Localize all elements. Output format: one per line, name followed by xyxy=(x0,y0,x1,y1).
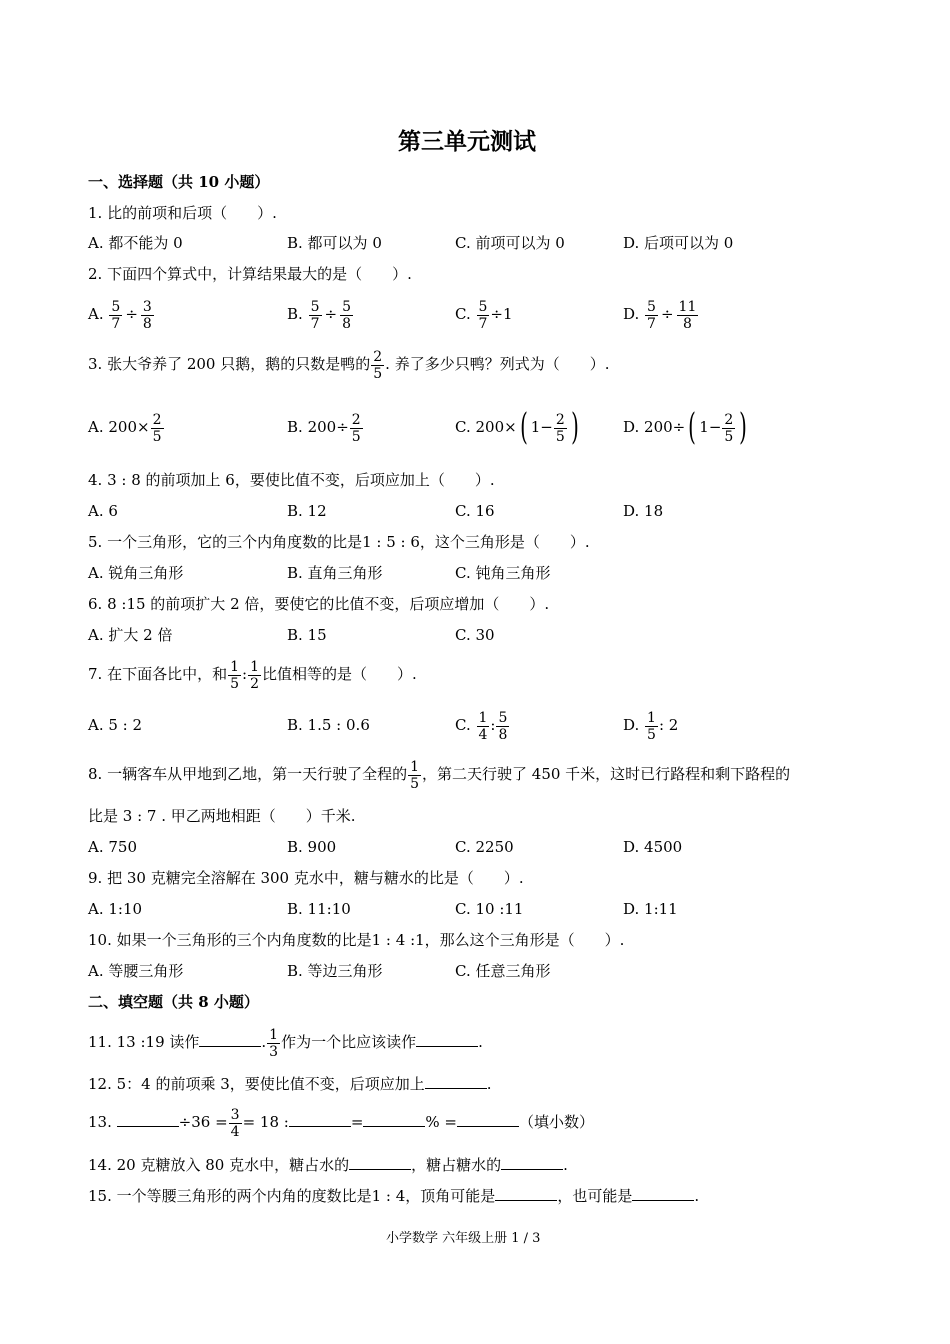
question-2-option-c: C. $\frac{5}{7}$ ÷1 xyxy=(455,298,513,332)
question-8-option-b: B. 900 xyxy=(287,838,337,856)
section-heading-choice: 一、选择题（共 10 小题） xyxy=(88,173,270,191)
fraction: $\frac{3}{4}$ xyxy=(230,1106,240,1140)
fraction: $\frac{5}{7}$ xyxy=(647,298,656,332)
question-14: 14. 20 克糖放入 80 克水中，糖占水的 ，糖占糖水的 . xyxy=(88,1156,568,1174)
question-2-option-b: B. $\frac{5}{7}$ ÷ $\frac{5}{8}$ xyxy=(287,298,351,332)
answer-blank[interactable] xyxy=(199,1032,261,1047)
question-7-stem: 7. 在下面各比中，和 $\frac{1}{5}$ : $\frac{1}{2}$ 比值相等的是（ ）. xyxy=(88,658,417,692)
question-3-stem: 3. 张大爷养了 200 只鹅，鹅的只数是鸭的 $\frac{2}{5}$ . 养了多少只鸭？列式为（ ）. xyxy=(88,348,610,382)
question-1-option-a: A. 都不能为 0 xyxy=(88,234,183,252)
question-4-option-a: A. 6 xyxy=(88,502,118,520)
fraction: $\frac{2}{5}$ xyxy=(152,411,162,445)
fraction: $\frac{5}{8}$ xyxy=(498,709,508,743)
page-footer: 小学数学 六年级上册 1 / 3 xyxy=(386,1231,541,1246)
fraction: $\frac{1}{2}$ xyxy=(250,658,259,692)
answer-blank[interactable] xyxy=(416,1032,478,1047)
question-9-option-b: B. 11:10 xyxy=(287,900,351,918)
question-4-option-d: D. 18 xyxy=(623,502,664,520)
question-4-stem: 4. 3 : 8 的前项加上 6，要使比值不变，后项应加上（ ）. xyxy=(88,471,495,489)
fraction: $\frac{5}{8}$ xyxy=(342,298,351,332)
answer-blank[interactable] xyxy=(501,1155,563,1170)
fraction: $\frac{2}{5}$ xyxy=(724,411,734,445)
fraction: $\frac{1}{5}$ xyxy=(410,758,420,792)
question-7-option-a: A. 5 : 2 xyxy=(88,716,143,734)
question-5-option-a: A. 锐角三角形 xyxy=(88,564,184,582)
question-13: 13. ÷36 = $\frac{3}{4}$ = 18 : = % = （填小数） xyxy=(88,1106,594,1140)
question-3-option-a: A. 200× $\frac{2}{5}$ xyxy=(88,411,162,445)
fraction: $\frac{5}{7}$ xyxy=(310,298,320,332)
question-8-stem-line2: 比是 3 : 7 . 甲乙两地相距（ ）千米. xyxy=(88,807,356,825)
answer-blank[interactable] xyxy=(495,1186,557,1201)
question-1-stem: 1. 比的前项和后项（ ）. xyxy=(88,204,277,222)
fraction: $\frac{2}{5}$ xyxy=(555,411,565,445)
question-10-option-c: C. 任意三角形 xyxy=(455,962,551,980)
question-1-option-d: D. 后项可以为 0 xyxy=(623,234,734,252)
fraction: $\frac{1}{3}$ xyxy=(269,1026,279,1060)
answer-blank[interactable] xyxy=(425,1074,487,1089)
question-9-option-a: A. 1:10 xyxy=(88,900,143,918)
question-6-option-a: A. 扩大 2 倍 xyxy=(88,626,173,644)
fraction: $\frac{1}{5}$ xyxy=(230,658,240,692)
fraction: $\frac{11}{8}$ xyxy=(678,298,697,332)
question-2-stem: 2. 下面四个算式中，计算结果最大的是（ ）. xyxy=(88,265,412,283)
answer-blank[interactable] xyxy=(363,1112,425,1127)
question-5-option-c: C. 钝角三角形 xyxy=(455,564,551,582)
answer-blank[interactable] xyxy=(349,1155,411,1170)
question-8-option-c: C. 2250 xyxy=(455,838,514,856)
question-3-option-d: D. 200÷( 1− $\frac{2}{5}$ ) xyxy=(623,407,748,448)
question-6-option-b: B. 15 xyxy=(287,626,327,644)
question-1-option-c: C. 前项可以为 0 xyxy=(455,234,565,252)
page-title: 第三单元测试 xyxy=(398,128,536,155)
fraction: $\frac{5}{7}$ xyxy=(111,298,121,332)
question-2-option-d: D. $\frac{5}{7}$ ÷ $\frac{11}{8}$ xyxy=(623,298,697,332)
question-6-stem: 6. 8 :15 的前项扩大 2 倍，要使它的比值不变，后项应增加（ ）. xyxy=(88,595,550,613)
question-12: 12. 5：4 的前项乘 3，要使比值不变，后项应加上 . xyxy=(88,1075,492,1093)
question-10-option-b: B. 等边三角形 xyxy=(287,962,383,980)
question-4-option-b: B. 12 xyxy=(287,502,327,520)
question-3-option-b: B. 200÷ $\frac{2}{5}$ xyxy=(287,411,361,445)
question-7-option-c: C. $\frac{1}{4}$ : $\frac{5}{8}$ xyxy=(455,709,508,743)
question-5-stem: 5. 一个三角形，它的三个内角度数的比是1 : 5 : 6，这个三角形是（ ）. xyxy=(88,533,590,551)
question-9-stem: 9. 把 30 克糖完全溶解在 300 克水中，糖与糖水的比是（ ）. xyxy=(88,869,524,887)
question-10-stem: 10. 如果一个三角形的三个内角度数的比是1 : 4 :1，那么这个三角形是（ ）. xyxy=(88,931,625,949)
question-7-option-d: D. $\frac{1}{5}$ : 2 xyxy=(623,709,679,743)
question-15: 15. 一个等腰三角形的两个内角的度数比是1 : 4，顶角可能是 ，也可能是 . xyxy=(88,1187,700,1205)
question-9-option-d: D. 1:11 xyxy=(623,900,678,918)
question-8-option-a: A. 750 xyxy=(88,838,137,856)
fraction: $\frac{1}{5}$ xyxy=(647,709,656,743)
answer-blank[interactable] xyxy=(117,1112,179,1127)
question-4-option-c: C. 16 xyxy=(455,502,495,520)
fraction: $\frac{2}{5}$ xyxy=(373,348,383,382)
question-2-option-a: A. $\frac{5}{7}$ ÷ $\frac{3}{8}$ xyxy=(88,298,152,332)
question-6-option-c: C. 30 xyxy=(455,626,495,644)
question-9-option-c: C. 10 :11 xyxy=(455,900,524,918)
fraction: $\frac{1}{4}$ xyxy=(478,709,488,743)
question-8-stem-line1: 8. 一辆客车从甲地到乙地，第一天行驶了全程的 $\frac{1}{5}$ ，第二天行驶了 450 千米，这时已行路程和剩下路程的 xyxy=(88,758,791,792)
question-7-option-b: B. 1.5 : 0.6 xyxy=(287,716,370,734)
question-8-option-d: D. 4500 xyxy=(623,838,683,856)
question-3-option-c: C. 200×( 1− $\frac{2}{5}$ ) xyxy=(455,407,579,448)
answer-blank[interactable] xyxy=(289,1112,351,1127)
fraction: $\frac{3}{8}$ xyxy=(142,298,152,332)
question-1-option-b: B. 都可以为 0 xyxy=(287,234,382,252)
answer-blank[interactable] xyxy=(632,1186,694,1201)
fraction: $\frac{2}{5}$ xyxy=(351,411,361,445)
answer-blank[interactable] xyxy=(457,1112,519,1127)
section-heading-fill: 二、填空题（共 8 小题） xyxy=(88,993,259,1011)
question-5-option-b: B. 直角三角形 xyxy=(287,564,383,582)
fraction: $\frac{5}{7}$ xyxy=(478,298,488,332)
question-10-option-a: A. 等腰三角形 xyxy=(88,962,184,980)
question-11: 11. 13 :19 读作 . $\frac{1}{3}$ 作为一个比应该读作 . xyxy=(88,1026,483,1060)
